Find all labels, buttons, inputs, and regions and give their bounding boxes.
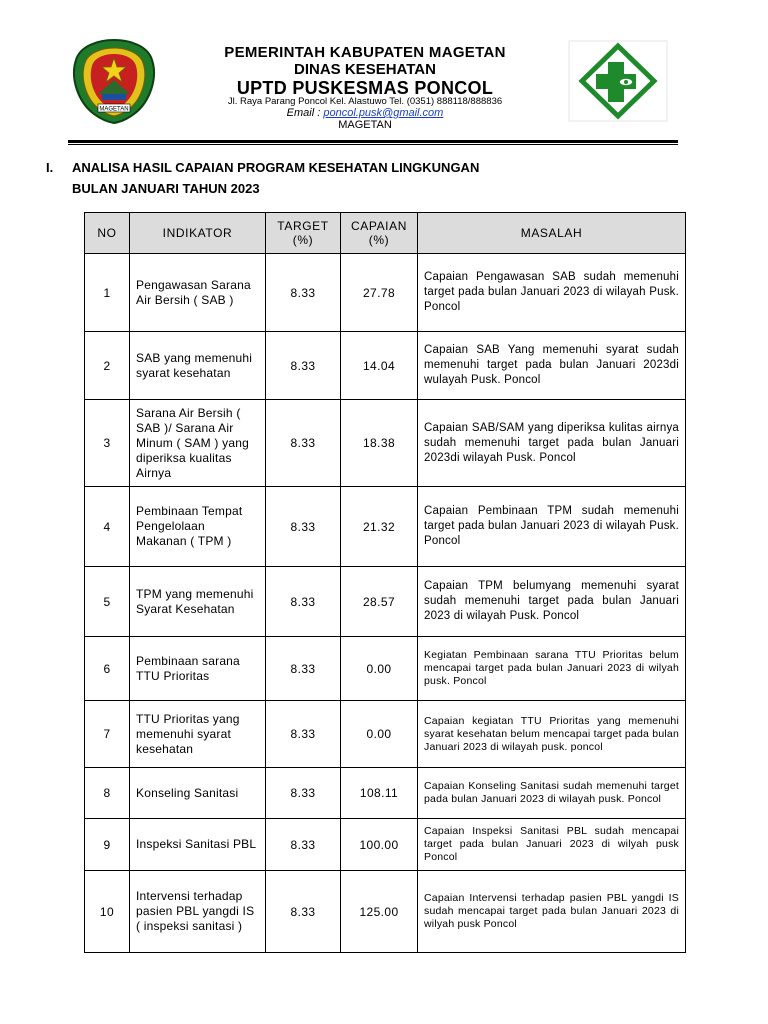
row-no: 10 [85, 871, 130, 953]
row-masalah: Capaian Pembinaan TPM sudah memenuhi target pada bulan Januari 2023 di wilayah Pusk. Poncol [418, 487, 686, 567]
row-no: 6 [85, 637, 130, 701]
puskesmas-logo [568, 40, 668, 122]
table-row [85, 819, 686, 871]
table-row [85, 400, 686, 487]
row-target: 8.33 [266, 332, 341, 400]
row-capaian: 28.57 [341, 567, 418, 637]
table-row [85, 254, 686, 332]
row-masalah: Capaian Konseling Sanitasi sudah memenuhi target pada bulan Januari 2023 di wilayah pusk. Poncol [418, 768, 686, 819]
row-no: 3 [85, 400, 130, 487]
row-masalah: Capaian Pengawasan SAB sudah memenuhi target pada bulan Januari 2023 di wilayah Pusk. Poncol [418, 254, 686, 332]
row-no: 8 [85, 768, 130, 819]
row-indikator: SAB yang memenuhi syarat kesehatan [130, 332, 266, 400]
header-target: TARGET (%) [266, 213, 341, 254]
email-link[interactable]: poncol.pusk@gmail.com [323, 107, 444, 119]
row-indikator: Pembinaan Tempat Pengelolaan Makanan ( TPM ) [130, 487, 266, 567]
header-address: Jl. Raya Parang Poncol Kel. Alastuwo Tel. (0351) 888118/888836 [227, 96, 503, 107]
table-row [85, 332, 686, 400]
table-header-row [85, 213, 686, 254]
row-target: 8.33 [266, 400, 341, 487]
row-target: 8.33 [266, 637, 341, 701]
header-institution-name: UPTD PUSKESMAS PONCOL [236, 78, 494, 98]
row-capaian: 18.38 [341, 400, 418, 487]
row-target: 8.33 [266, 567, 341, 637]
row-no: 2 [85, 332, 130, 400]
table-row [85, 871, 686, 953]
row-indikator: TTU Prioritas yang memenuhi syarat kesehatan [130, 701, 266, 768]
row-indikator: Pembinaan sarana TTU Prioritas [130, 637, 266, 701]
header-masalah: MASALAH [418, 213, 686, 254]
row-target: 8.33 [266, 871, 341, 953]
row-indikator: Intervensi terhadap pasien PBL yangdi IS ( inspeksi sanitasi ) [130, 871, 266, 953]
header-indikator: INDIKATOR [130, 213, 266, 254]
row-indikator: Pengawasan Sarana Air Bersih ( SAB ) [130, 254, 266, 332]
row-masalah: Capaian SAB/SAM yang diperiksa kulitas airnya sudah memenuhi target pada bulan Januari 2023di wilayah Pusk. Poncol [418, 400, 686, 487]
row-no: 1 [85, 254, 130, 332]
row-masalah: Kegiatan Pembinaan sarana TTU Prioritas belum mencapai target pada bulan Januari 2023 di wilyah pusk. Poncol [418, 637, 686, 701]
header-capaian: CAPAIAN (%) [341, 213, 418, 254]
table-row [85, 487, 686, 567]
row-capaian: 108.11 [341, 768, 418, 819]
table-row [85, 701, 686, 768]
row-capaian: 125.00 [341, 871, 418, 953]
row-capaian: 14.04 [341, 332, 418, 400]
section-subtitle: BULAN JANUARI TAHUN 2023 [72, 181, 260, 196]
row-masalah: Capaian Intervensi terhadap pasien PBL yangdi IS sudah mencapai target pada bulan Januari 2023 di wilyah pusk Poncol [418, 871, 686, 953]
row-no: 9 [85, 819, 130, 871]
row-indikator: TPM yang memenuhi Syarat Kesehatan [130, 567, 266, 637]
header-city: MAGETAN [338, 119, 392, 131]
table-row [85, 567, 686, 637]
email-label: Email : [286, 107, 324, 119]
row-no: 4 [85, 487, 130, 567]
header-government-line: PEMERINTAH KABUPATEN MAGETAN [224, 44, 506, 61]
row-target: 8.33 [266, 701, 341, 768]
row-masalah: Capaian Inspeksi Sanitasi PBL sudah mencapai target pada bulan Januari 2023 di wilyah pusk Poncol [418, 819, 686, 871]
row-target: 8.33 [266, 819, 341, 871]
table-row [85, 768, 686, 819]
svg-text:MAGETAN: MAGETAN [99, 106, 129, 113]
row-masalah: Capaian SAB Yang memenuhi syarat sudah memenuhi target pada bulan Januari 2023di wulayah Pusk. Poncol [418, 332, 686, 400]
header-department-line: DINAS KESEHATAN [294, 61, 436, 78]
row-target: 8.33 [266, 768, 341, 819]
indicator-table [84, 212, 686, 953]
row-capaian: 0.00 [341, 701, 418, 768]
row-indikator: Sarana Air Bersih ( SAB )/ Sarana Air Minum ( SAM ) yang diperiksa kualitas Airnya [130, 400, 266, 487]
row-indikator: Konseling Sanitasi [130, 768, 266, 819]
row-masalah: Capaian TPM belumyang memenuhi syarat sudah memenuhi target pada bulan Januari 2023 di wilayah Pusk. Poncol [418, 567, 686, 637]
row-capaian: 100.00 [341, 819, 418, 871]
row-no: 5 [85, 567, 130, 637]
row-capaian: 27.78 [341, 254, 418, 332]
header-divider-thick [68, 140, 678, 143]
section-number: I. [46, 160, 54, 175]
table-row [85, 637, 686, 701]
header-email-line [160, 107, 570, 119]
header-no: NO [85, 213, 130, 254]
row-no: 7 [85, 701, 130, 768]
row-masalah: Capaian kegiatan TTU Prioritas yang memenuhi syarat kesehatan belum mencapai target pada bulan Januari 2023 di wilayah pusk. poncol [418, 701, 686, 768]
row-indikator: Inspeksi Sanitasi PBL [130, 819, 266, 871]
row-target: 8.33 [266, 487, 341, 567]
section-title: ANALISA HASIL CAPAIAN PROGRAM KESEHATAN LINGKUNGAN [72, 160, 480, 175]
row-capaian: 21.32 [341, 487, 418, 567]
header-divider-thin [68, 144, 678, 145]
row-capaian: 0.00 [341, 637, 418, 701]
magetan-emblem-logo [68, 38, 160, 124]
row-target: 8.33 [266, 254, 341, 332]
